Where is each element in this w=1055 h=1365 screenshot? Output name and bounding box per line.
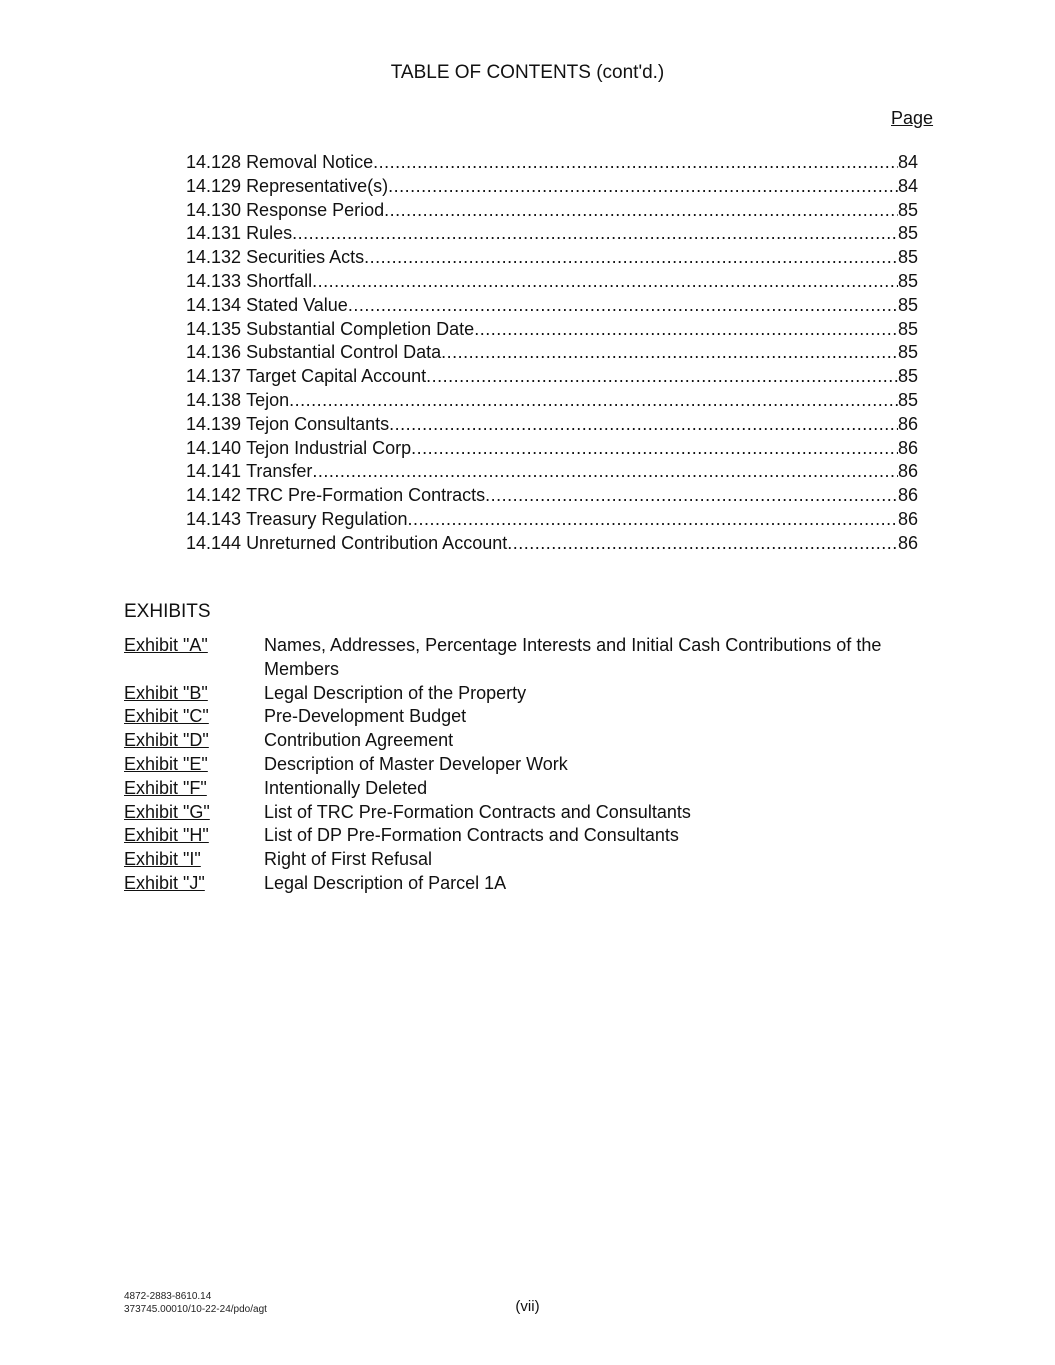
toc-number: 14.135	[186, 318, 242, 339]
exhibit-label: Exhibit "E"	[124, 753, 208, 774]
toc-entry	[186, 270, 918, 294]
toc-title: Response Period	[246, 199, 385, 220]
page-column-label: Page	[891, 108, 934, 128]
exhibit-label: Exhibit "J"	[124, 872, 205, 893]
toc-entry	[186, 484, 918, 508]
toc-leader	[441, 341, 898, 365]
toc-leader	[407, 508, 897, 532]
toc-entry	[186, 413, 918, 437]
toc-page-number: 85	[897, 270, 918, 291]
toc-number: 14.134	[186, 294, 242, 315]
exhibit-description: List of TRC Pre-Formation Contracts and Consultants	[264, 801, 691, 822]
toc-title: Shortfall	[246, 270, 313, 291]
exhibit-description: Contribution Agreement	[264, 730, 454, 751]
toc-entry	[186, 318, 918, 342]
exhibit-item	[124, 682, 914, 706]
toc-page-number: 85	[897, 199, 918, 220]
toc-title: Substantial Control Data	[246, 342, 442, 363]
toc-title: Target Capital Account	[246, 366, 427, 387]
exhibit-label: Exhibit "B"	[124, 682, 208, 703]
toc-page-number: 86	[897, 437, 918, 458]
footer-doc-id-line2: 373745.00010/10-22-24/pdo/agt	[124, 1304, 267, 1315]
toc-list	[186, 151, 918, 556]
exhibit-description: Legal Description of Parcel 1A	[264, 872, 507, 893]
toc-leader	[292, 222, 898, 246]
toc-page-number: 85	[897, 223, 918, 244]
exhibit-item	[124, 729, 914, 753]
toc-page-number: 86	[897, 413, 918, 434]
toc-title: TRC Pre-Formation Contracts	[246, 485, 486, 506]
toc-title: Tejon Consultants	[246, 413, 390, 434]
toc-leader	[364, 246, 898, 270]
exhibit-item	[124, 634, 914, 682]
toc-title: Tejon	[246, 389, 290, 410]
toc-entry	[186, 532, 918, 556]
toc-title: Removal Notice	[246, 152, 374, 172]
footer-page-number: (vii)	[515, 1298, 540, 1315]
toc-page-number: 85	[897, 366, 918, 387]
exhibit-label: Exhibit "A"	[124, 635, 208, 655]
toc-entry	[186, 222, 918, 246]
exhibits-heading: EXHIBITS	[124, 601, 211, 622]
toc-page-number: 86	[897, 461, 918, 482]
toc-leader	[384, 199, 898, 223]
toc-title: Tejon Industrial Corp	[246, 437, 412, 458]
exhibit-description: List of DP Pre-Formation Contracts and Consultants	[264, 825, 679, 846]
exhibit-description: Names, Addresses, Percentage Interests and Initial Cash Contributions of the Members	[264, 635, 882, 679]
exhibit-description: Right of First Refusal	[264, 849, 433, 870]
toc-title: Transfer	[246, 461, 313, 482]
toc-number: 14.139	[186, 413, 242, 434]
toc-title: Representative(s)	[246, 175, 389, 196]
toc-page-number: 86	[897, 508, 918, 529]
toc-page-number: 86	[897, 485, 918, 506]
exhibit-label: Exhibit "C"	[124, 706, 209, 727]
toc-number: 14.141	[186, 461, 242, 482]
toc-number: 14.129	[186, 175, 242, 196]
toc-number: 14.136	[186, 342, 242, 363]
toc-title: Stated Value	[246, 294, 348, 315]
footer-doc-id-line1: 4872-2883-8610.14	[124, 1291, 212, 1302]
exhibit-label: Exhibit "I"	[124, 849, 201, 870]
toc-number: 14.138	[186, 389, 242, 410]
toc-page-number: 86	[897, 532, 918, 553]
toc-number: 14.137	[186, 366, 242, 387]
toc-title: Substantial Completion Date	[246, 318, 475, 339]
toc-page-number: 85	[897, 318, 918, 339]
exhibit-item	[124, 705, 914, 729]
toc-entry	[186, 460, 918, 484]
toc-entry	[186, 294, 918, 318]
exhibit-description: Description of Master Developer Work	[264, 753, 568, 774]
exhibit-item	[124, 777, 914, 801]
toc-leader	[348, 294, 898, 318]
toc-number: 14.140	[186, 437, 242, 458]
toc-leader	[507, 532, 898, 556]
toc-leader	[388, 175, 898, 199]
toc-title: Treasury Regulation	[246, 508, 408, 529]
toc-entry	[186, 246, 918, 270]
toc-leader	[426, 365, 898, 389]
toc-leader	[289, 389, 898, 413]
toc-number: 14.128	[186, 152, 242, 172]
toc-number: 14.142	[186, 485, 242, 506]
toc-title: Securities Acts	[246, 247, 365, 268]
exhibit-item	[124, 753, 914, 777]
toc-leader	[312, 460, 898, 484]
toc-number: 14.132	[186, 247, 242, 268]
toc-entry	[186, 151, 918, 175]
toc-leader	[312, 270, 898, 294]
toc-title: Rules	[246, 223, 293, 244]
toc-page-number: 85	[897, 247, 918, 268]
toc-page-number: 85	[897, 294, 918, 315]
toc-number: 14.133	[186, 270, 242, 291]
toc-page-number: 85	[897, 342, 918, 363]
exhibit-item	[124, 848, 914, 872]
toc-entry	[186, 341, 918, 365]
exhibit-label: Exhibit "G"	[124, 801, 210, 822]
toc-page-number: 85	[897, 389, 918, 410]
exhibit-item	[124, 872, 914, 896]
exhibit-list	[124, 634, 914, 896]
exhibit-label: Exhibit "D"	[124, 730, 209, 751]
toc-entry	[186, 365, 918, 389]
exhibit-description: Intentionally Deleted	[264, 777, 428, 798]
exhibit-item	[124, 824, 914, 848]
toc-leader	[411, 437, 898, 461]
toc-leader	[474, 318, 898, 342]
toc-number: 14.144	[186, 532, 242, 553]
toc-leader	[373, 151, 898, 175]
toc-title: Unreturned Contribution Account	[246, 532, 508, 553]
toc-number: 14.130	[186, 199, 242, 220]
exhibit-label: Exhibit "H"	[124, 825, 209, 846]
toc-number: 14.143	[186, 508, 242, 529]
toc-entry	[186, 199, 918, 223]
toc-leader	[485, 484, 898, 508]
toc-number: 14.131	[186, 223, 242, 244]
toc-entry	[186, 175, 918, 199]
toc-page-number: 84	[897, 175, 918, 196]
exhibit-description: Legal Description of the Property	[264, 682, 527, 703]
page-title: TABLE OF CONTENTS (cont'd.)	[390, 62, 665, 83]
toc-entry	[186, 437, 918, 461]
toc-leader	[389, 413, 898, 437]
toc-entry	[186, 508, 918, 532]
exhibit-item	[124, 801, 914, 825]
exhibit-label: Exhibit "F"	[124, 777, 207, 798]
exhibit-description: Pre-Development Budget	[264, 706, 467, 727]
toc-page-number: 84	[897, 152, 918, 172]
toc-entry	[186, 389, 918, 413]
